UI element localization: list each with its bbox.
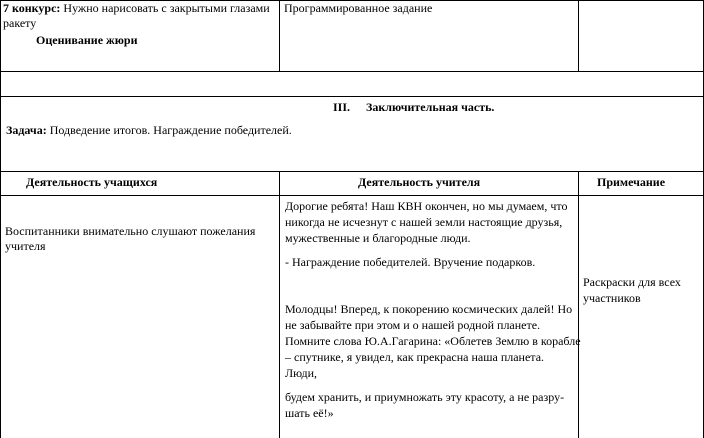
table-col-divider-top-1 <box>279 0 280 71</box>
teacher-p3-line5: Люди, <box>285 366 318 380</box>
students-activity-cell <box>5 224 255 254</box>
table-col-divider-top-2 <box>578 0 579 71</box>
contest7-text-line2: ракету <box>3 16 37 30</box>
header-note: Примечание <box>597 175 666 189</box>
teacher-p2: - Награждение победителей. Вручение подарков. <box>285 255 536 269</box>
table-border-left <box>0 0 1 438</box>
section-heading <box>333 100 494 115</box>
task-text: Подведение итогов. Награждение победителей. <box>49 123 292 137</box>
teacher-p1-line1: Дорогие ребята! Наш КВН окончен, но мы думаем, что <box>285 199 568 213</box>
contest7-text-line1: Нужно нарисовать с закрытыми глазами <box>63 1 270 15</box>
note-line1: Раскраски для всех <box>583 275 681 289</box>
teacher-p4-line2: шать её!» <box>285 406 334 420</box>
evaluation-label: Оценивание жюри <box>36 33 138 47</box>
task-line <box>6 123 292 138</box>
students-activity-line1: Воспитанники внимательно слушают пожелания <box>5 224 256 238</box>
note-line2: участников <box>583 291 641 305</box>
header-teacher: Деятельность учителя <box>358 175 481 189</box>
teacher-p3-line4: – спутнике, я увидел, как прекрасна наша планета. <box>285 350 545 364</box>
task-label: Задача: <box>6 123 47 137</box>
program-task-text: Программированное задание <box>284 1 433 15</box>
teacher-p3-line3: Помните слова Ю.А.Гагарина: «Облетев Землю в корабле <box>285 334 581 348</box>
section-number: III. <box>333 100 351 114</box>
table-rule-3 <box>0 171 704 172</box>
contest7-cell <box>3 1 270 48</box>
teacher-p1-line2: никогда не исчезнут с нашей земли настоящие друзья, <box>285 215 563 229</box>
teacher-p4-line1: будем хранить, и приумножать эту красоту, а не разру- <box>285 390 565 404</box>
teacher-p3-line1: Молодцы! Вперед, к покорению космических далей! Но <box>285 302 573 316</box>
teacher-p3-line2: не забывайте при этом и о нашей родной планете. <box>285 318 541 332</box>
note-cell <box>583 274 681 306</box>
section-title: Заключительная часть. <box>366 100 495 114</box>
table-col-divider-bottom-1 <box>279 171 280 438</box>
header-students: Деятельность учащихся <box>26 175 158 189</box>
contest7-label: 7 конкурс: <box>3 1 61 15</box>
teacher-activity-cell <box>285 198 581 421</box>
table-rule-1 <box>0 71 704 72</box>
students-activity-line2: учителя <box>5 239 46 253</box>
teacher-p1-line3: мужественные и благородные люди. <box>285 231 471 245</box>
table-rule-4 <box>0 195 704 196</box>
table-rule-2 <box>0 96 704 97</box>
